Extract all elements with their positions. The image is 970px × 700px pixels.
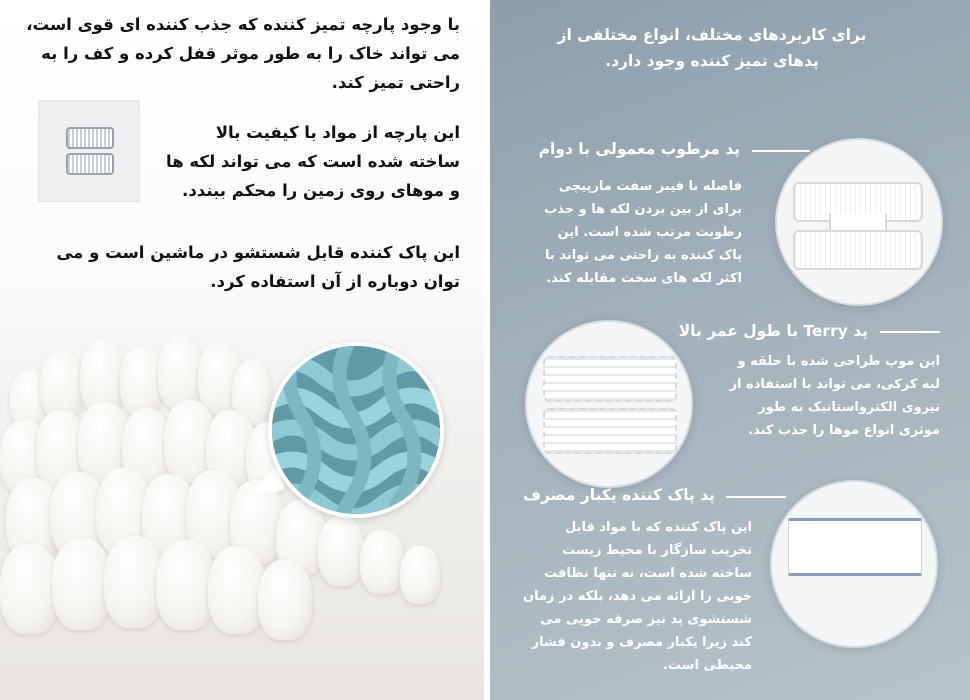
cloth-absorption-paragraph: با وجود پارچه تمیز کننده که جذب کننده ای قوی است، می تواند خاک را به طور موثر قفل کرده و کف را به راحتی تمیز کند. [26,15,460,92]
fiber-weave-illustration [272,346,444,518]
pad-icon-top [66,127,114,149]
pad-icon-bottom [66,153,114,175]
terry-pad-image [525,320,693,488]
heading-rule [726,496,786,498]
disposable-pad-shape [788,518,922,576]
terry-pad-title: پد Terry با طول عمر بالا [678,322,868,340]
cloth-washable-paragraph: این پاک کننده قابل شستشو در ماشین است و می توان دوباره از آن استفاده کرد. [56,243,460,291]
heading-rule [880,331,940,333]
pad-types-intro: برای کاربردهای مختلف، انواع مختلفی از پدهای تمیز کننده وجود دارد. [557,26,867,70]
double-pad-thumbnail [38,100,140,202]
disposable-pad-title: پد پاک کننده یکبار مصرف [522,486,715,504]
terry-pad-shape-bottom [543,408,677,454]
terry-pad-shape-top [543,356,677,402]
durable-wet-pad-title: پد مرطوب معمولی با دوام [538,140,740,158]
disposable-pad-description: این پاک کننده که با مواد قابل تخریب سازگار با محیط زیست ساخته شده است، نه تنها نظافت خوبی را ارائه می دهد، بلکه در زمان شستشوی پد نیز صرفه جویی می کند زیرا یکبار مصرف و بدون فشار محیطی است. [523,520,752,673]
durable-wet-pad-description: فاصله با فیبر سفت مارپیچی برای از بین بردن لکه ها و جذب رطوبت مرتب شده است. این پاک کننده به راحتی می تواند با اکثر لکه های سخت مقابله کند. [544,179,742,286]
durable-wet-pad-image [775,138,943,306]
disposable-pad-image [770,480,938,648]
cloth-quality-paragraph: این پارچه از مواد با کیفیت بالا ساخته شده است که می تواند لکه ها و موهای روی زمین را محکم ببندد. [166,123,460,200]
fiber-zoom-circle [268,342,444,518]
terry-pad-description: این موپ طراحی شده با حلقه و لبه کرکی، می تواند با استفاده از نیروی الکترواستاتیک به طور موثری انواع موها را جذب کند. [729,354,940,438]
heading-rule [752,150,810,152]
pad-shape-bottom [793,230,923,270]
